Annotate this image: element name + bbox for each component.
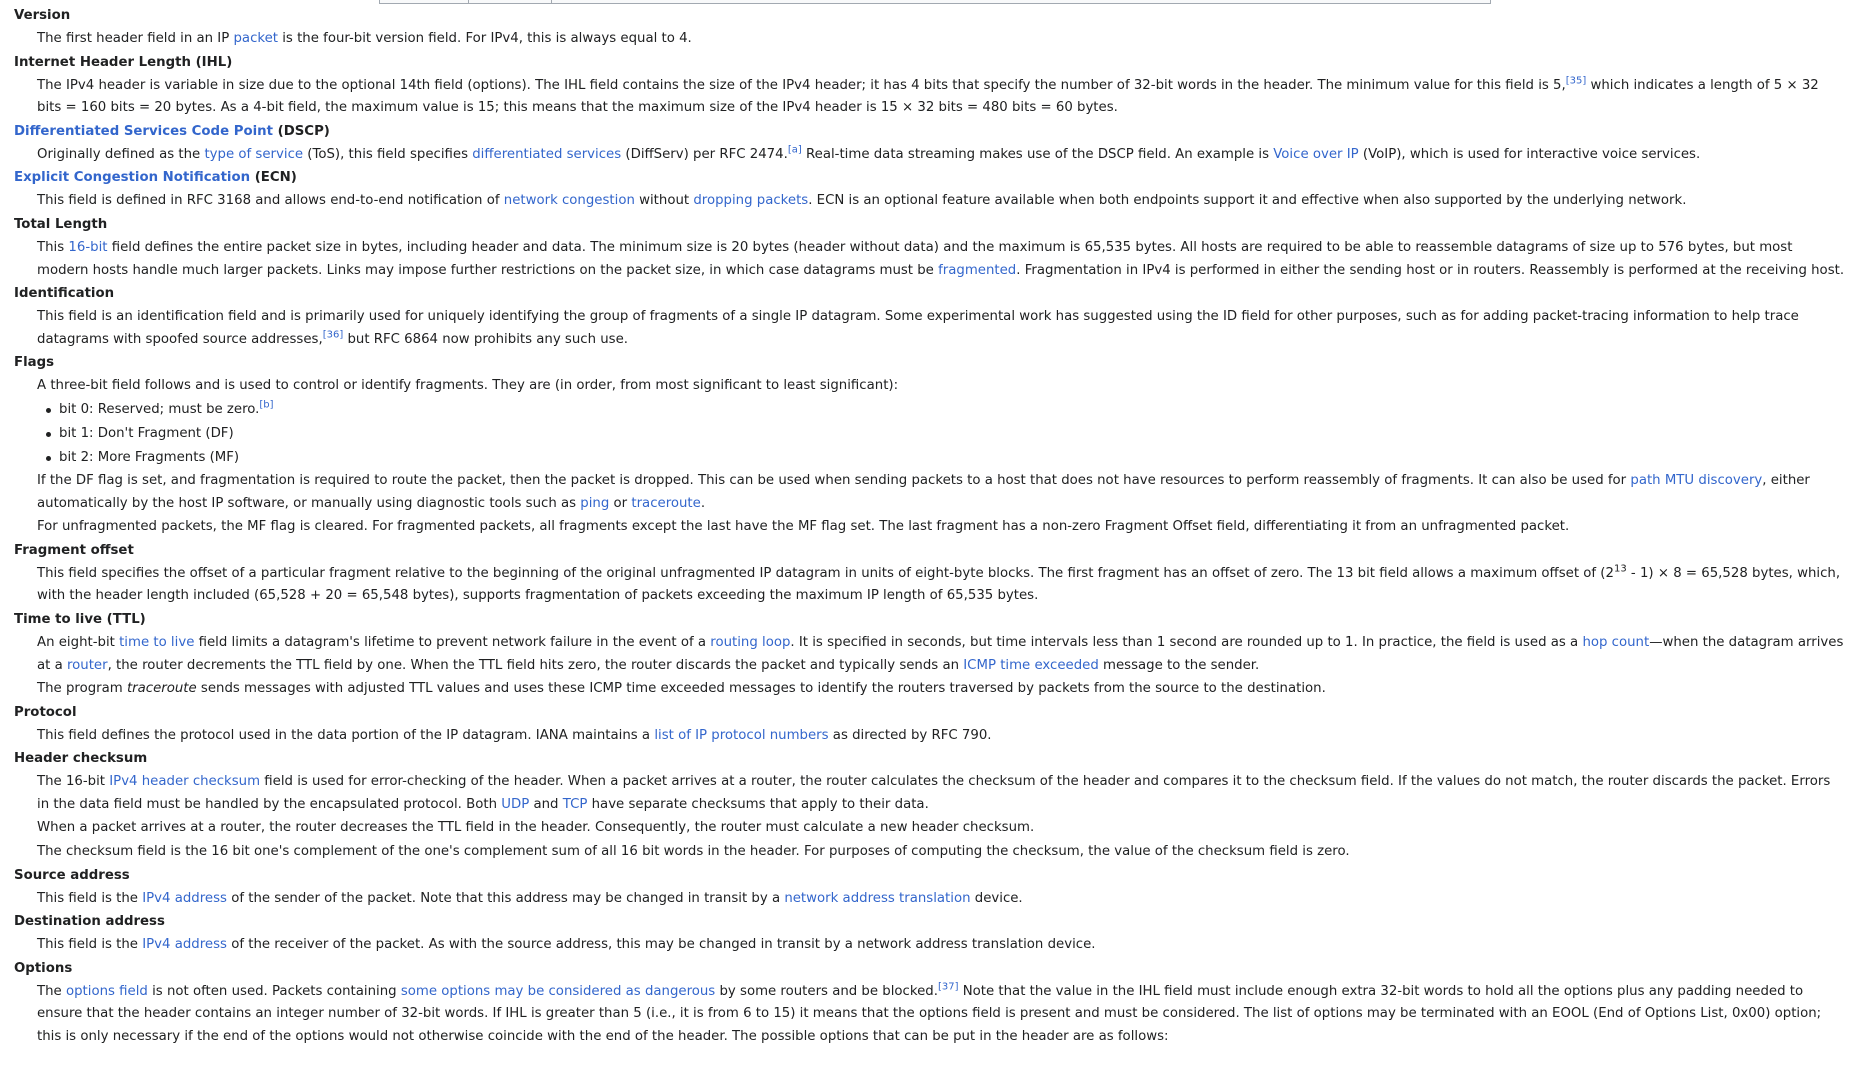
list-item: bit 2: More Fragments (MF) [37,446,1845,470]
term-protocol: Protocol [14,704,77,720]
link-network-address-translation[interactable]: network address translation [784,890,971,906]
def-dscp: Originally defined as the type of service (ToS), this field specifies differentiated services (DiffServ) per RFC 2474.[a] Real-time data streaming makes use of the DSCP field. An example is Voice over IP (VoIP), which is used for interactive voice services. [37,144,1701,162]
link-udp[interactable]: UDP [501,796,530,812]
def-fragment-offset: This field specifies the offset of a particular fragment relative to the beginning of the original unfragmented IP datagram in units of eight-byte blocks. The first fragment has an offset of zero. The 13 bit field allows a maximum offset of $(2^{13} - 1) \times 8 = 65,528$ bytes, which, with the header length included (65,528 + 20 = 65,548 bytes), supports fragmentation of packets exceeding the maximum IP length of 65,535 bytes. [37,563,1841,604]
list-item: bit 1: Don't Fragment (DF) [37,422,1845,446]
ref-a[interactable]: [a] [787,144,802,156]
term-identification: Identification [14,286,115,302]
def-header-checksum: The 16-bit IPv4 header checksum field is used for error-checking of the header. When a packet arrives at a router, the router calculates the checksum of the header and compares it to the checksum field. If the values do not match, the router discards the packet. Errors in the data field must be handled by the encapsulated protocol. Both UDP and TCP have separate checksums that apply to their data. When a packet arrives at a router, the router decreases the TTL field in the header. Consequently, the router must calculate a new header checksum. The checksum field is the 16 bit one's complement of the one's complement sum of all 16 bit words in the header. For purposes of computing the checksum, the value of the checksum field is zero. [37,774,1831,860]
link-router[interactable]: router [66,657,108,673]
term-fragment-offset: Fragment offset [14,542,134,558]
link-differentiated-services[interactable]: differentiated services [472,146,622,162]
link-routing-loop[interactable]: routing loop [710,634,791,650]
def-flags: A three-bit field follows and is used to control or identify fragments. They are (in order, from most significant to least significant): bit 0: Reserved; must be zero.[b] bit 1: Don't Fragment (DF) bit 2: More Fragments (MF) If the DF flag is set, and fragmentation is required to route the packet, then the packet is dropped. This can be used when sending packets to a host that does not have resources to perform reassembly of fragments. It can also be used for path MTU discovery, either automatically by the host IP software, or manually using diagnostic tools such as ping or traceroute. For unfragmented packets, the MF flag is cleared. For fragmented packets, all fragments except the last have the MF flag set. The last fragment has a non-zero Fragment Offset field, differentiating it from an unfragmented packet. [37,375,1845,538]
term-source-address: Source address [14,867,130,883]
link-dropping-packets[interactable]: dropping packets [693,193,809,209]
def-identification: This field is an identification field and is primarily used for uniquely identifying the group of fragments of a single IP datagram. Some experimental work has suggested using the ID field for other purposes, such as for adding packet-tracing information to help trace datagrams with spoofed source addresses,[36] but RFC 6864 now prohibits any such use. [37,309,1799,347]
link-path-mtu-discovery[interactable]: path MTU discovery [1630,472,1763,488]
link-icmp-time-exceeded[interactable]: ICMP time exceeded [963,657,1099,673]
def-options: The options field is not often used. Packets containing some options may be considered as dangerous by some routers and be blocked.[37] Note that the value in the IHL field must include enough extra 32-bit words to hold all the options plus any padding needed to ensure that the header contains an integer number of 32-bit words. If IHL is greater than 5 (i.e., it is from 6 to 15) it means that the options field is present and must be considered. The list of options may be terminated with an EOOL (End of Options List, 0x00) option; this is only necessary if the end of the options would not otherwise coincide with the end of the header. The possible options that can be put in the header are as follows: [37,981,1822,1045]
def-total-length: This 16-bit field defines the entire packet size in bytes, including header and data. The minimum size is 20 bytes (header without data) and the maximum is 65,535 bytes. All hosts are required to be able to reassemble datagrams of size up to 576 bytes, but most modern hosts handle much larger packets. Links may impose further restrictions on the packet size, in which case datagrams must be fragmented. Fragmentation in IPv4 is performed in either the sending host or in routers. Reassembly is performed at the receiving host. [37,239,1845,278]
link-voice-over-ip[interactable]: Voice over IP [1273,146,1359,162]
link-packet[interactable]: packet [233,31,279,46]
link-ecn[interactable]: Explicit Congestion Notification [14,170,251,186]
ref-37[interactable]: [37] [937,981,959,993]
link-fragmented[interactable]: fragmented [938,262,1017,278]
term-ihl: Internet Header Length (IHL) [14,54,233,70]
term-ttl: Time to live (TTL) [14,611,146,627]
exponent: 13 [1613,563,1627,575]
link-hop-count[interactable]: hop count [1582,634,1650,650]
def-protocol: This field defines the protocol used in the data portion of the IP datagram. IANA maintains a list of IP protocol numbers as directed by RFC 790. [37,727,992,743]
term-total-length: Total Length [14,216,108,232]
term-ecn: Explicit Congestion Notification (ECN) [14,170,297,186]
def-version: The first header field in an IP packet is the four-bit version field. For IPv4, this is always equal to 4. [37,31,692,46]
term-dscp: Differentiated Services Code Point (DSCP) [14,123,330,139]
link-type-of-service[interactable]: type of service [204,146,304,162]
article-content [14,4,1845,1049]
link-options-field[interactable]: options field [65,983,148,999]
term-version: Version [14,8,71,23]
link-traceroute[interactable]: traceroute [631,495,701,511]
link-tcp[interactable]: TCP [562,796,588,812]
def-ttl: An eight-bit time to live field limits a datagram's lifetime to prevent network failure in the event of a routing loop. It is specified in seconds, but time intervals less than 1 second are rounded up to 1. In practice, the field is used as a hop count—when the datagram arrives at a router, the router decrements the TTL field by one. When the TTL field hits zero, the router discards the packet and typically sends an ICMP time exceeded message to the sender. The program traceroute sends messages with adjusted TTL values and uses these ICMP time exceeded messages to identify the routers traversed by packets from the source to the destination. [37,634,1844,697]
term-destination-address: Destination address [14,914,165,930]
link-ip-protocol-numbers[interactable]: list of IP protocol numbers [654,727,829,743]
link-ping[interactable]: ping [580,495,610,511]
ref-35[interactable]: [35] [1565,75,1587,87]
header-fields-list [14,4,1845,1049]
def-source-address: This field is the IPv4 address of the sender of the packet. Note that this address may be changed in transit by a network address translation device. [37,890,1023,906]
link-16-bit[interactable]: 16-bit [68,239,108,255]
link-ipv4-address[interactable]: IPv4 address [142,937,227,953]
link-options-dangerous[interactable]: some options may be considered as dangerous [400,983,716,999]
term-options: Options [14,960,73,976]
def-destination-address: This field is the IPv4 address of the receiver of the packet. As with the source address, this may be changed in transit by a network address translation device. [37,937,1096,953]
ref-b[interactable]: [b] [259,399,274,411]
ref-36[interactable]: [36] [322,329,344,341]
link-dscp[interactable]: Differentiated Services Code Point [14,123,273,139]
def-ecn: This field is defined in RFC 3168 and allows end-to-end notification of network congestion without dropping packets. ECN is an optional feature available when both endpoints support it and effective when also supported by the underlying network. [37,193,1687,209]
link-ipv4-header-checksum[interactable]: IPv4 header checksum [109,774,261,790]
term-header-checksum: Header checksum [14,751,148,767]
def-ihl: The IPv4 header is variable in size due to the optional 14th field (options). The IHL field contains the size of the IPv4 header; it has 4 bits that specify the number of 32-bit words in the header. The minimum value for this field is 5,[35] which indicates a length of 5 × 32 bits = 160 bits = 20 bytes. As a 4-bit field, the maximum value is 15; this means that the maximum size of the IPv4 header is 15 × 32 bits = 480 bits = 60 bytes. [37,75,1819,116]
link-network-congestion[interactable]: network congestion [503,193,635,209]
list-item: bit 0: Reserved; must be zero.[b] [37,398,1845,422]
flags-bit-list [37,398,1845,470]
link-ipv4-address[interactable]: IPv4 address [142,890,227,906]
link-time-to-live[interactable]: time to live [119,634,195,650]
term-flags: Flags [14,355,55,371]
